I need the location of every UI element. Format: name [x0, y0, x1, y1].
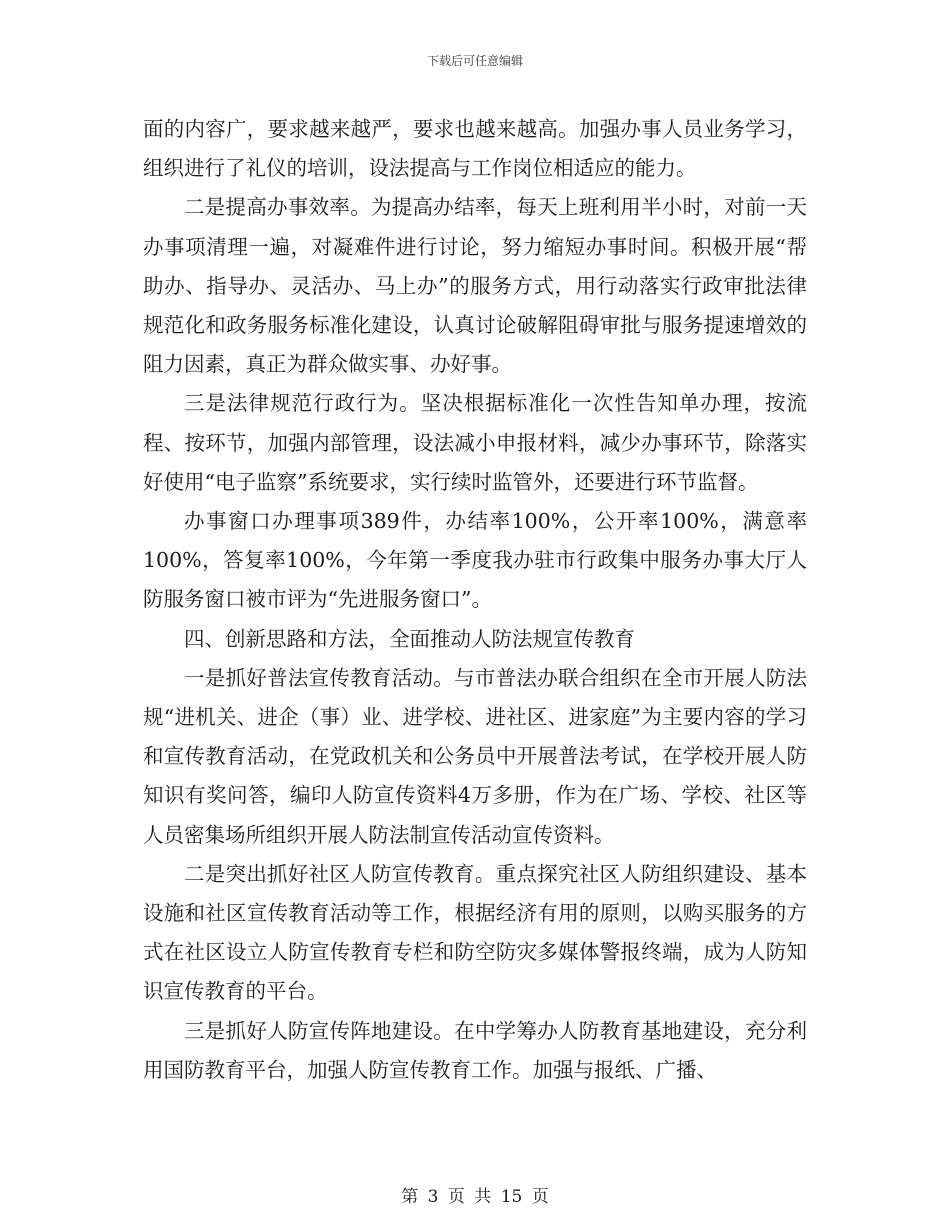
paragraph-efficiency: 二是提高办事效率。为提高办结率，每天上班利用半小时，对前一天办事项清理一遍，对凝难件进行讨论，努力缩短办事时间。积极开展“帮助办、指导办、灵活办、马上办”的服务方式，用行动落实行政审批法律规范化和政务服务标准化建设，认真讨论破解阻碍审批与服务提速增效的阻力因素，真正为群众做实事、办好事。 [143, 195, 807, 377]
document-body [143, 110, 807, 1090]
paragraph-legal-education: 一是抓好普法宣传教育活动。与市普法办联合组织在全市开展人防法规“进机关、进企（事）业、进学校、进社区、进家庭”为主要内容的学习和宣传教育活动，在党政机关和公务员中开展普法考试，在学校开展人防知识有奖问答，编印人防宣传资料4万多册，作为在广场、学校、社区等人员密集场所组织开展人防法制宣传活动宣传资料。 [143, 665, 807, 847]
paragraph-window-stats: 办事窗口办理事项389件，办结率100%，公开率100%，满意率100%，答复率100%，今年第一季度我办驻市行政集中服务办事大厅人防服务窗口被市评为“先进服务窗口”。 [143, 509, 807, 612]
paragraph-continuation: 面的内容广，要求越来越严，要求也越来越高。加强办事人员业务学习，组织进行了礼仪的培训，设法提高与工作岗位相适应的能力。 [143, 117, 807, 181]
paragraph-community-education: 二是突出抓好社区人防宣传教育。重点探究社区人防组织建设、基本设施和社区宣传教育活动等工作，根据经济有用的原则，以购买服务的方式在社区设立人防宣传教育专栏和防空防灾多媒体警报终端，成为人防知识宣传教育的平台。 [143, 861, 807, 1004]
paragraph-education-base: 三是抓好人防宣传阵地建设。在中学筹办人防教育基地建设，充分利用国防教育平台，加强人防宣传教育工作。加强与报纸、广播、 [143, 1018, 807, 1082]
section-heading-four: 四、创新思路和方法，全面推动人防法规宣传教育 [184, 626, 635, 651]
page-header-note: 下载后可任意编辑 [426, 54, 523, 68]
page-number: 第 3 页 共 15 页 [401, 1187, 549, 1207]
paragraph-legal-conduct: 三是法律规范行政行为。坚决根据标准化一次性告知单办理，按流程、按环节，加强内部管理，设法减小申报材料，减少办事环节，除落实好使用“电子监察”系统要求，实行续时监管外，还要进行环节监督。 [143, 391, 807, 494]
